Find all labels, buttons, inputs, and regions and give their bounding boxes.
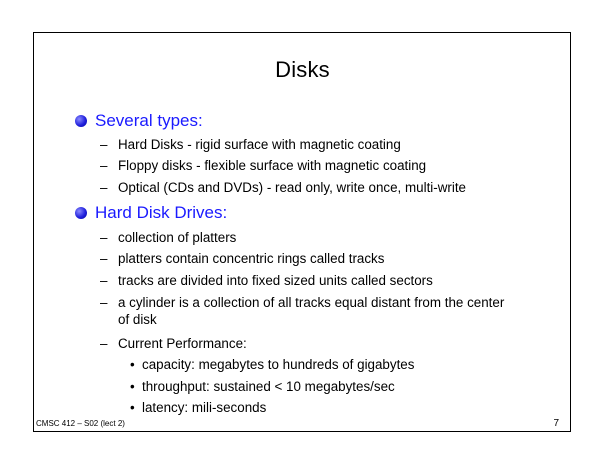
dash-icon: – (100, 158, 108, 173)
performance-item (130, 399, 266, 416)
list-item-text: a cylinder is a collection of all tracks equal distant from the center of disk (118, 295, 505, 327)
dash-icon: – (100, 137, 108, 152)
dash-icon: – (100, 295, 108, 310)
performance-item-text: capacity: megabytes to hundreds of gigabytes (142, 357, 415, 372)
slide-title: Disks (275, 57, 330, 82)
list-item-text: Optical (CDs and DVDs) - read only, write once, multi-write (118, 180, 467, 195)
bullet-circle-icon (75, 207, 87, 219)
list-item (100, 136, 401, 153)
section-heading-hard-disk-drives (75, 202, 227, 224)
list-item-text: collection of platters (118, 230, 237, 245)
footer-course-label: CMSC 412 – S02 (lect 2) (36, 419, 125, 428)
section-heading-types (75, 110, 203, 132)
dash-icon: – (100, 180, 108, 195)
performance-item-text: throughput: sustained < 10 megabytes/sec (142, 379, 395, 394)
page-number: 7 (553, 418, 559, 429)
list-item (100, 335, 247, 352)
section-heading-label: Several types: (95, 111, 203, 130)
performance-item (130, 378, 395, 395)
dash-icon: – (100, 336, 108, 351)
list-item-text: Current Performance: (118, 336, 247, 351)
bullet-circle-icon (75, 115, 87, 127)
list-item-text: tracks are divided into fixed sized units called sectors (118, 273, 433, 288)
dash-icon: – (100, 230, 108, 245)
section-heading-label: Hard Disk Drives: (95, 203, 228, 222)
performance-item (130, 356, 414, 373)
list-item-text: platters contain concentric rings called tracks (118, 251, 385, 266)
performance-item-text: latency: mili-seconds (142, 400, 267, 415)
list-item (100, 272, 433, 289)
list-item (100, 229, 236, 246)
dash-icon: – (100, 273, 108, 288)
small-bullet-icon: • (130, 400, 135, 415)
list-item (100, 250, 384, 267)
small-bullet-icon: • (130, 357, 135, 372)
list-item (100, 294, 518, 328)
list-item-text: Floppy disks - flexible surface with magnetic coating (118, 158, 427, 173)
list-item-text: Hard Disks - rigid surface with magnetic coating (118, 137, 401, 152)
list-item (100, 179, 466, 196)
small-bullet-icon: • (130, 379, 135, 394)
dash-icon: – (100, 251, 108, 266)
list-item (100, 157, 426, 174)
